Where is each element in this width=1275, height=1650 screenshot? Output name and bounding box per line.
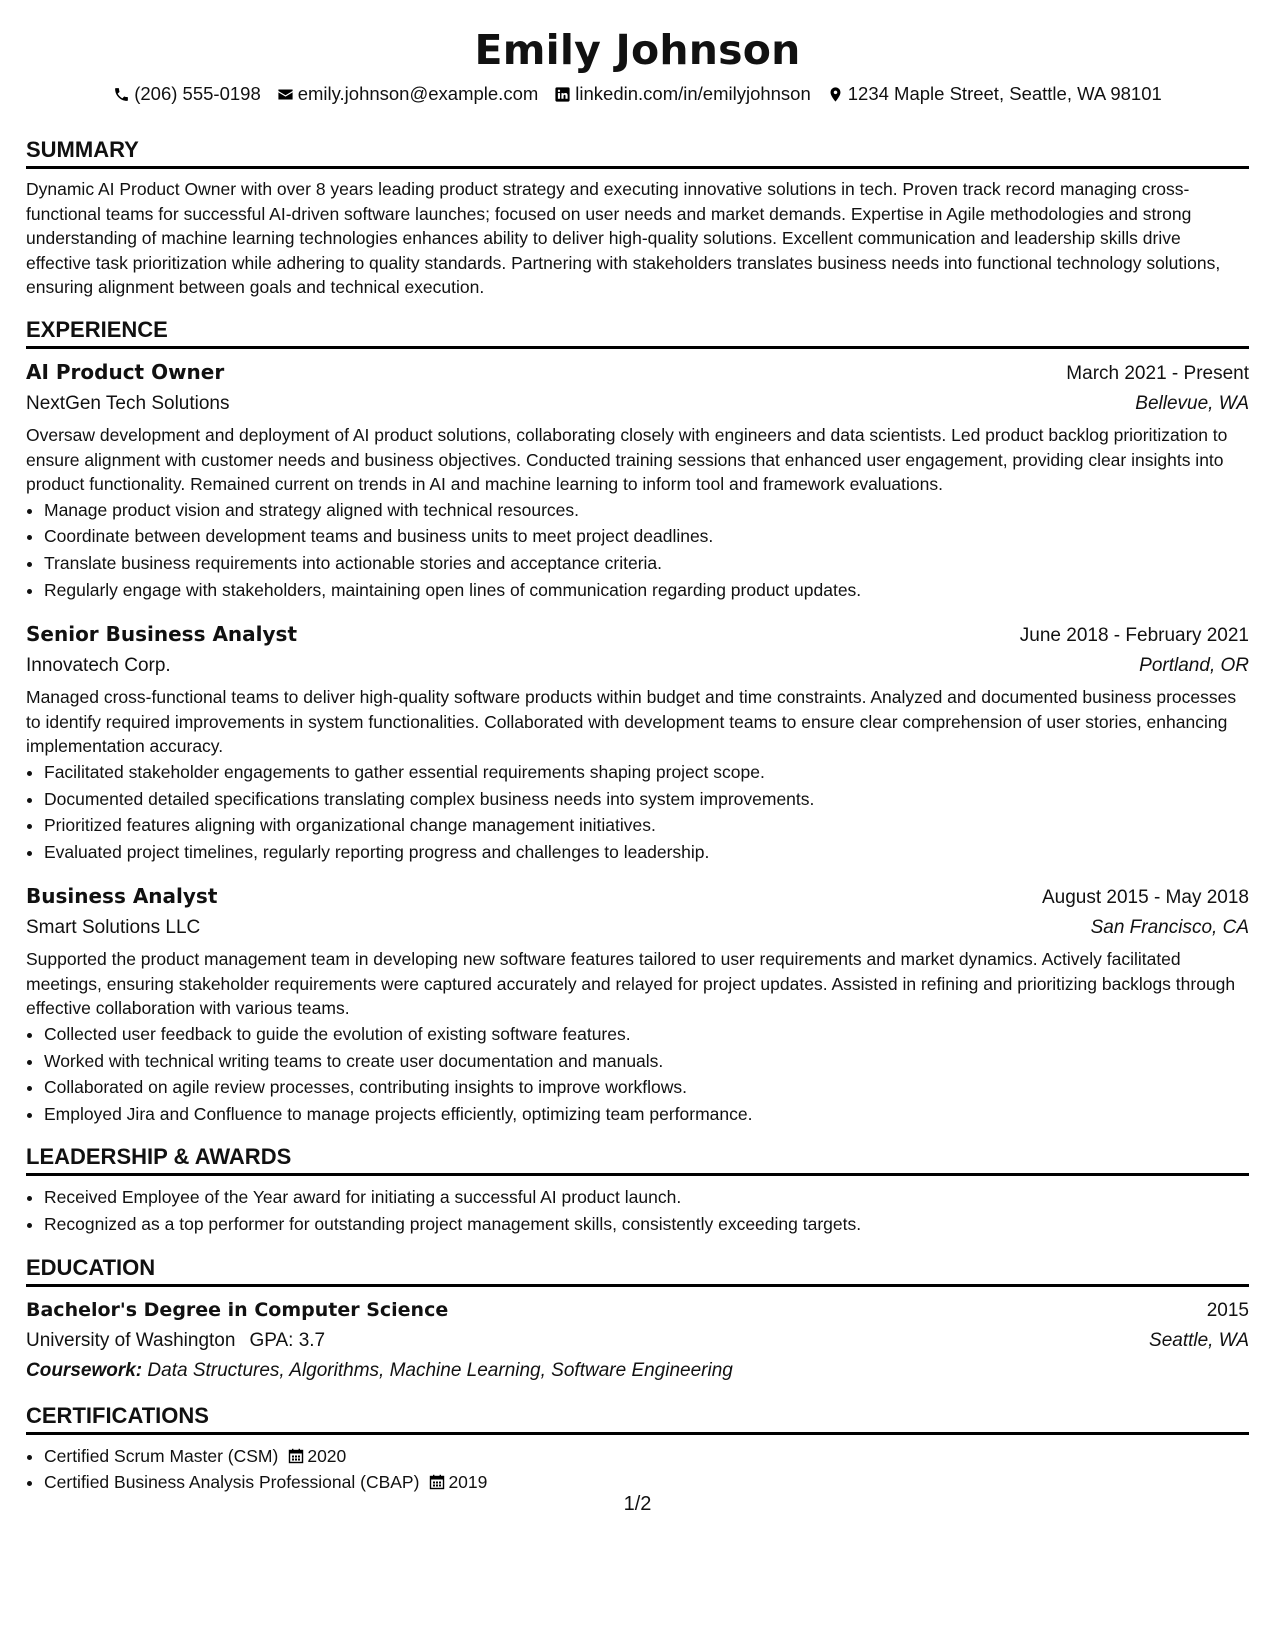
cert-name: Certified Business Analysis Professional (CBAP): [44, 1472, 420, 1493]
phone-text: (206) 555-0198: [134, 83, 261, 104]
job-description: Oversaw development and deployment of AI product solutions, collaborating closely with engineers and data scientists. Led product backlog prioritization to ensure alignment with customer needs and business objectives. Conducted training sessions that enhanced user engagement, providing clear insights into product functionality. Remained current on trends in AI and machine learning to inform tool and framework evaluations.: [26, 424, 1228, 495]
experience-section: [26, 316, 1249, 1127]
list-item: • Manage product vision and strategy aligned with technical resources.: [44, 497, 1249, 524]
linkedin-link[interactable]: linkedin.com/in/emilyjohnson: [575, 83, 811, 104]
list-item: • Translate business requirements into actionable stories and acceptance criteria.: [44, 550, 1249, 577]
coursework: [26, 1356, 1249, 1386]
summary-section: [26, 136, 1249, 300]
gpa: GPA: 3.7: [249, 1329, 326, 1351]
list-item: • Recognized as a top performer for outstanding project management skills, consistently exceeding targets.: [44, 1211, 1249, 1238]
section-title-awards: LEADERSHIP & AWARDS: [26, 1143, 1249, 1176]
job-title: Business Analyst: [26, 884, 218, 909]
job-location: San Francisco, CA: [1090, 917, 1249, 939]
job-company: Smart Solutions LLC: [26, 917, 201, 939]
job-dates: June 2018 - February 2021: [1019, 625, 1249, 647]
envelope-icon: [277, 86, 294, 103]
list-item: [44, 1469, 1249, 1496]
job-bullets: [26, 1021, 1249, 1127]
map-pin-icon: [827, 86, 844, 103]
degree-title: Bachelor's Degree in Computer Science: [26, 1298, 449, 1321]
job-description: Supported the product management team in developing new software features tailored to user requirements and market dynamics. Actively facilitated meetings, ensuring stakeholder requirements were captured accurately and relayed for project updates. Assisted in refining and prioritizing backlogs through effective collaboration with various teams.: [26, 949, 1236, 1019]
section-title-summary: SUMMARY: [26, 136, 1249, 169]
calendar-icon: [288, 1448, 304, 1464]
contact-email[interactable]: [277, 82, 539, 106]
list-item: • Coordinate between development teams and business units to meet project deadlines.: [44, 523, 1249, 550]
summary-text: Dynamic AI Product Owner with over 8 years leading product strategy and executing innovative solutions in tech. Proven track record managing cross-functional teams for successful AI-driven software launches; focused on user needs and market demands. Expertise in Agile methodologies and strong understanding of machine learning technologies enhances ability to deliver high-quality solutions. Excellent communication and leadership skills drive effective task prioritization while adhering to quality standards. Partnering with stakeholders translates business needs into functional technology solutions, ensuring alignment between goals and technical execution.: [26, 179, 1221, 298]
school-name: University of Washington: [26, 1329, 236, 1351]
job-title: Senior Business Analyst: [26, 622, 298, 647]
job-title: AI Product Owner: [26, 359, 225, 384]
job-entry: [26, 881, 1249, 1127]
job-company: Innovatech Corp.: [26, 655, 171, 677]
cert-name: Certified Scrum Master (CSM): [44, 1445, 279, 1466]
job-bullets: [26, 759, 1249, 865]
job-dates: August 2015 - May 2018: [1041, 887, 1249, 909]
coursework-list: Data Structures, Algorithms, Machine Learning, Software Engineering: [147, 1359, 733, 1381]
awards-list: [26, 1184, 1249, 1237]
list-item: • Collaborated on agile review processes, contributing insights to improve workflows.: [44, 1074, 1249, 1101]
phone-icon: [113, 86, 130, 103]
job-description: Managed cross-functional teams to deliver high-quality software products within budget and time constraints. Analyzed and documented business processes to identify required improvements in system functionalities. Collaborated with development teams to ensure clear comprehension of user stories, enhancing implementation accuracy.: [26, 687, 1237, 757]
contact-bar: [26, 82, 1249, 106]
job-location: Portland, OR: [1139, 655, 1249, 677]
job-entry: [26, 619, 1249, 865]
school-location: Seattle, WA: [1149, 1329, 1249, 1351]
job-dates: March 2021 - Present: [1066, 362, 1249, 384]
candidate-name: Emily Johnson: [474, 26, 801, 74]
cert-year: 2019: [448, 1472, 488, 1493]
coursework-label: Coursework:: [26, 1359, 143, 1381]
job-entry: [26, 357, 1249, 603]
list-item: • Regularly engage with stakeholders, maintaining open lines of communication regarding product updates.: [44, 577, 1249, 604]
section-title-experience: EXPERIENCE: [26, 316, 1249, 349]
list-item: • Documented detailed specifications translating complex business needs into system improvements.: [44, 786, 1249, 813]
list-item: • Received Employee of the Year award for initiating a successful AI product launch.: [44, 1184, 1249, 1211]
graduation-year: 2015: [1206, 1299, 1249, 1321]
calendar-icon: [429, 1474, 445, 1490]
section-title-certifications: CERTIFICATIONS: [26, 1402, 1249, 1435]
school-line: [26, 1326, 325, 1356]
job-location: Bellevue, WA: [1135, 392, 1249, 414]
list-item: • Collected user feedback to guide the evolution of existing software features.: [44, 1021, 1249, 1048]
list-item: • Worked with technical writing teams to create user documentation and manuals.: [44, 1048, 1249, 1075]
education-section: [26, 1254, 1249, 1386]
list-item: • Employed Jira and Confluence to manage projects efficiently, optimizing team performance.: [44, 1101, 1249, 1128]
certifications-list: [26, 1443, 1249, 1496]
list-item: • Facilitated stakeholder engagements to gather essential requirements shaping project scope.: [44, 759, 1249, 786]
list-item: • Evaluated project timelines, regularly reporting progress and challenges to leadership.: [44, 839, 1249, 866]
list-item: [44, 1443, 1249, 1470]
resume-page: [26, 0, 1249, 1496]
page-number: 1/2: [623, 1493, 652, 1515]
contact-address: [827, 82, 1162, 106]
contact-linkedin[interactable]: [554, 82, 810, 106]
job-company: NextGen Tech Solutions: [26, 392, 230, 414]
list-item: • Prioritized features aligning with organizational change management initiatives.: [44, 812, 1249, 839]
address-text: 1234 Maple Street, Seattle, WA 98101: [847, 83, 1162, 104]
section-title-education: EDUCATION: [26, 1254, 1249, 1287]
contact-phone: [113, 82, 261, 106]
linkedin-icon: [554, 86, 571, 103]
email-link[interactable]: emily.johnson@example.com: [297, 83, 539, 104]
awards-section: [26, 1143, 1249, 1237]
cert-year: 2020: [307, 1445, 347, 1466]
job-bullets: [26, 497, 1249, 603]
certifications-section: [26, 1402, 1249, 1496]
